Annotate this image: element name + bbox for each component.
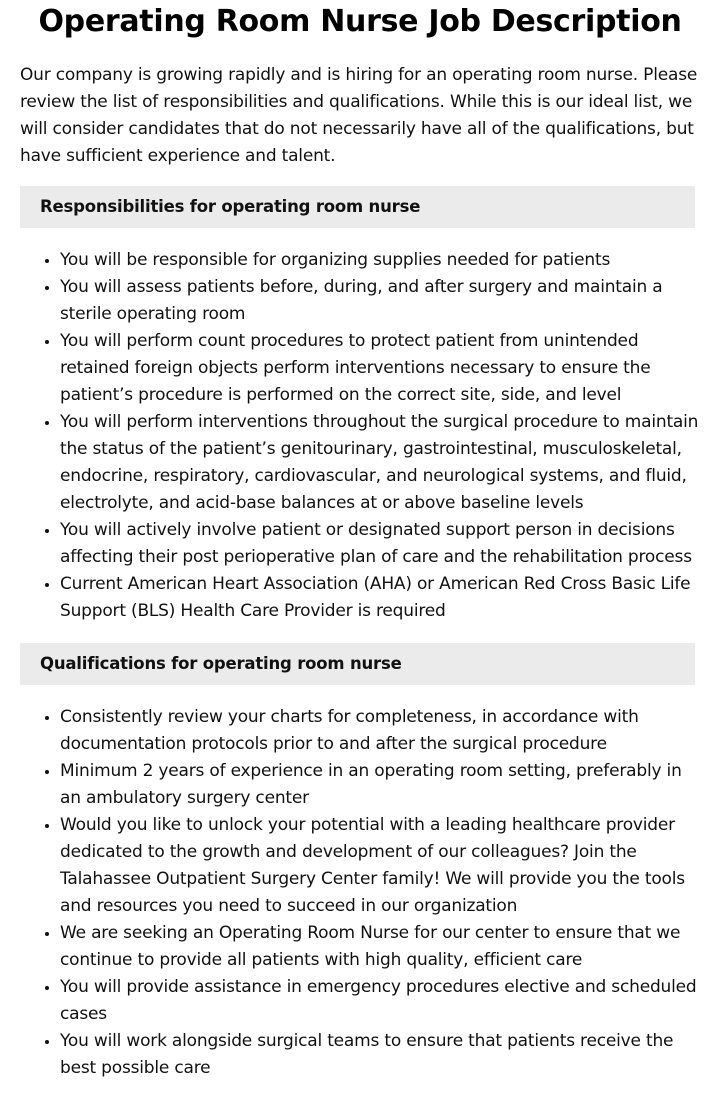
intro-paragraph: Our company is growing rapidly and is hiring for an operating room nurse. Please review the list of responsibilities and qualifications. While this is our ideal list, we will consider candidates that do not necessarily have all of the qualifications, but have sufficient experience and talent. — [20, 65, 698, 166]
responsibilities-list — [20, 247, 700, 625]
qualifications-list — [20, 704, 700, 1082]
page-title: Operating Room Nurse Job Description — [38, 4, 682, 39]
list-item: • You will be responsible for organizing supplies needed for patients — [60, 247, 700, 274]
list-item: • You will perform count procedures to protect patient from unintended retained foreign objects perform interventions necessary to ensure the patient’s procedure is performed on the correct site, side, and level — [60, 328, 700, 409]
list-item: • Minimum 2 years of experience in an operating room setting, preferably in an ambulatory surgery center — [60, 758, 700, 812]
list-item: • Would you like to unlock your potential with a leading healthcare provider dedicated to the growth and development of our colleagues? Join the Talahassee Outpatient Surgery Center family! We will provide you the tools and resources you need to succeed in our organization — [60, 812, 700, 920]
list-item: • You will provide assistance in emergency procedures elective and scheduled cases — [60, 974, 700, 1028]
list-item: • You will actively involve patient or designated support person in decisions affecting their post perioperative plan of care and the rehabilitation process — [60, 517, 700, 571]
list-item: • Current American Heart Association (AHA) or American Red Cross Basic Life Support (BLS) Health Care Provider is required — [60, 571, 700, 625]
list-item: • Consistently review your charts for completeness, in accordance with documentation protocols prior to and after the surgical procedure — [60, 704, 700, 758]
list-item: • You will work alongside surgical teams to ensure that patients receive the best possible care — [60, 1028, 700, 1082]
list-item: • You will perform interventions throughout the surgical procedure to maintain the status of the patient’s genitourinary, gastrointestinal, musculoskeletal, endocrine, respiratory, cardiovascular, and neurological systems, and fluid, electrolyte, and acid-base balances at or above baseline levels — [60, 409, 700, 517]
list-item: • You will assess patients before, during, and after surgery and maintain a sterile operating room — [60, 274, 700, 328]
qualifications-heading: Qualifications for operating room nurse — [20, 643, 695, 685]
list-item: • We are seeking an Operating Room Nurse for our center to ensure that we continue to provide all patients with high quality, efficient care — [60, 920, 700, 974]
responsibilities-heading: Responsibilities for operating room nurse — [20, 186, 695, 228]
